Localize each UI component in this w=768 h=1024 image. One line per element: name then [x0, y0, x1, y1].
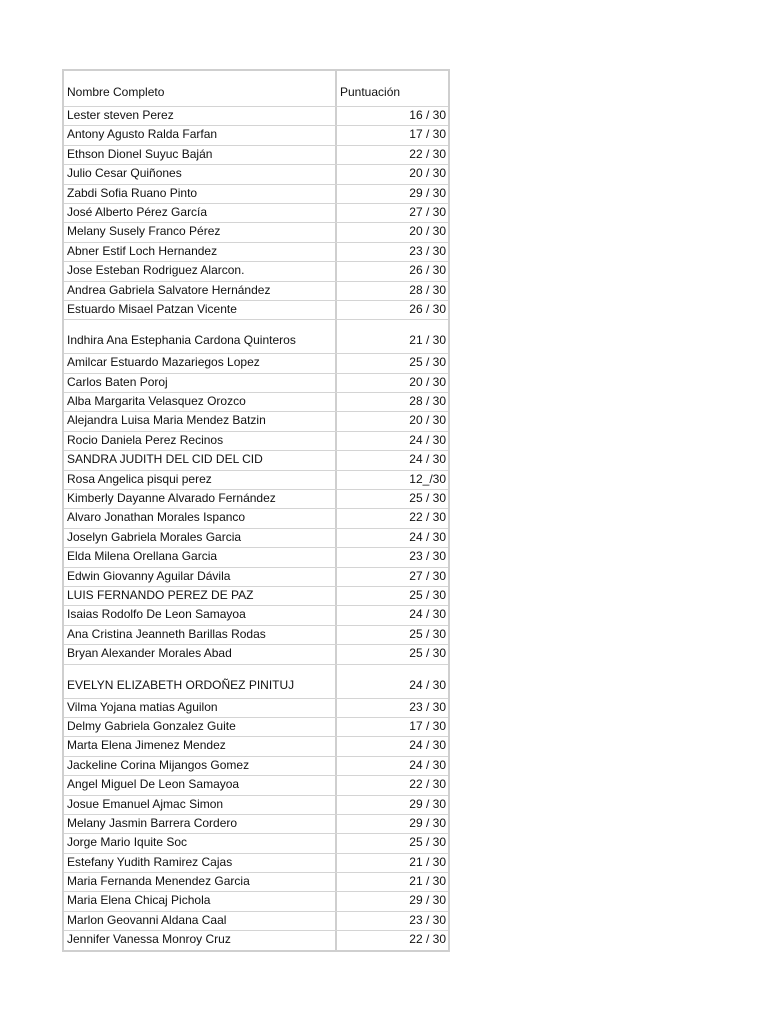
table-row — [64, 281, 448, 300]
table-row — [64, 508, 448, 527]
table-row — [64, 567, 448, 586]
student-score: 25 / 30 — [409, 646, 446, 661]
table-row — [64, 872, 448, 891]
student-score: 28 / 30 — [409, 394, 446, 409]
table-row — [64, 222, 448, 241]
student-score: 12_/30 — [409, 471, 446, 486]
scores-table — [62, 69, 450, 952]
table-row — [64, 261, 448, 280]
table-header — [64, 71, 448, 106]
student-name: Melany Susely Franco Pérez — [64, 223, 337, 241]
student-name: Ethson Dionel Suyuc Baján — [64, 146, 337, 164]
student-score: 29 / 30 — [409, 893, 446, 908]
student-score: 17 / 30 — [409, 718, 446, 733]
table-row — [64, 125, 448, 144]
table-row — [64, 795, 448, 814]
table-row — [64, 698, 448, 717]
student-score: 16 / 30 — [409, 108, 446, 122]
table-row — [64, 184, 448, 203]
student-name: Delmy Gabriela Gonzalez Guite — [64, 718, 337, 736]
table-row — [64, 300, 448, 319]
table-row — [64, 717, 448, 736]
student-score: 22 / 30 — [409, 777, 446, 792]
table-row — [64, 164, 448, 183]
student-score: 23 / 30 — [409, 912, 446, 927]
table-row — [64, 489, 448, 508]
student-score: 24 / 30 — [409, 529, 446, 544]
table-row — [64, 470, 448, 489]
student-score: 22 / 30 — [409, 932, 446, 947]
student-name: Ana Cristina Jeanneth Barillas Rodas — [64, 626, 337, 644]
student-name: Maria Elena Chicaj Pichola — [64, 892, 337, 910]
student-name: Maria Fernanda Menendez Garcia — [64, 873, 337, 891]
student-name: Elda Milena Orellana Garcia — [64, 548, 337, 566]
table-row — [64, 431, 448, 450]
student-name: Jose Esteban Rodriguez Alarcon. — [64, 262, 337, 280]
student-score: 24 / 30 — [409, 738, 446, 753]
student-score: 23 / 30 — [409, 699, 446, 714]
table-body — [64, 106, 448, 950]
student-score: 27 / 30 — [409, 568, 446, 583]
table-row — [64, 625, 448, 644]
student-name: Jennifer Vanessa Monroy Cruz — [64, 931, 337, 949]
student-name: Rosa Angelica pisqui perez — [64, 471, 337, 489]
student-score: 27 / 30 — [409, 204, 446, 219]
student-score: 26 / 30 — [409, 263, 446, 278]
student-score: 17 / 30 — [409, 127, 446, 142]
student-name: Amilcar Estuardo Mazariegos Lopez — [64, 354, 337, 372]
student-score: 29 / 30 — [409, 185, 446, 200]
table-row — [64, 106, 448, 125]
student-name: José Alberto Pérez García — [64, 204, 337, 222]
table-row — [64, 911, 448, 930]
student-name: Alba Margarita Velasquez Orozco — [64, 393, 337, 411]
student-name: Joselyn Gabriela Morales Garcia — [64, 529, 337, 547]
student-name: Jackeline Corina Mijangos Gomez — [64, 757, 337, 775]
student-score: 24 / 30 — [409, 677, 446, 692]
student-name: Alvaro Jonathan Morales Ispanco — [64, 509, 337, 527]
student-score: 21 / 30 — [409, 333, 446, 348]
student-score: 22 / 30 — [409, 510, 446, 525]
student-name: Vilma Yojana matias Aguilon — [64, 699, 337, 717]
table-row — [64, 411, 448, 430]
student-score: 23 / 30 — [409, 549, 446, 564]
student-score: 25 / 30 — [409, 355, 446, 370]
table-row — [64, 891, 448, 910]
student-name: Carlos Baten Poroj — [64, 374, 337, 392]
student-name: Bryan Alexander Morales Abad — [64, 645, 337, 663]
student-name: Isaias Rodolfo De Leon Samayoa — [64, 606, 337, 624]
table-row — [64, 242, 448, 261]
table-row — [64, 203, 448, 222]
student-score: 25 / 30 — [409, 835, 446, 850]
student-name: Josue Emanuel Ajmac Simon — [64, 796, 337, 814]
student-name: LUIS FERNANDO PEREZ DE PAZ — [64, 587, 337, 605]
student-score: 20 / 30 — [409, 166, 446, 181]
student-score: 20 / 30 — [409, 413, 446, 428]
table-row — [64, 528, 448, 547]
student-score: 25 / 30 — [409, 626, 446, 641]
student-name: Antony Agusto Ralda Farfan — [64, 126, 337, 144]
student-score: 24 / 30 — [409, 432, 446, 447]
student-score: 29 / 30 — [409, 796, 446, 811]
student-score: 28 / 30 — [409, 282, 446, 297]
student-name: Melany Jasmin Barrera Cordero — [64, 815, 337, 833]
student-score: 25 / 30 — [409, 587, 446, 602]
student-score: 21 / 30 — [409, 874, 446, 889]
table-row — [64, 756, 448, 775]
student-name: Alejandra Luisa Maria Mendez Batzin — [64, 412, 337, 430]
student-name: Indhira Ana Estephania Cardona Quinteros — [64, 320, 337, 353]
table-row — [64, 775, 448, 794]
table-row — [64, 392, 448, 411]
student-name: Estuardo Misael Patzan Vicente — [64, 301, 337, 319]
student-name: Angel Miguel De Leon Samayoa — [64, 776, 337, 794]
table-row — [64, 833, 448, 852]
student-score: 26 / 30 — [409, 301, 446, 316]
student-name: Rocio Daniela Perez Recinos — [64, 432, 337, 450]
student-name: Marlon Geovanni Aldana Caal — [64, 912, 337, 930]
table-row — [64, 450, 448, 469]
student-score: 25 / 30 — [409, 491, 446, 506]
student-score: 22 / 30 — [409, 146, 446, 161]
student-score: 24 / 30 — [409, 607, 446, 622]
student-name: Estefany Yudith Ramirez Cajas — [64, 854, 337, 872]
student-name: Jorge Mario Iquite Soc — [64, 834, 337, 852]
student-score: 24 / 30 — [409, 452, 446, 467]
student-score: 23 / 30 — [409, 243, 446, 258]
student-score: 20 / 30 — [409, 374, 446, 389]
table-row — [64, 664, 448, 698]
table-row — [64, 373, 448, 392]
student-name: Julio Cesar Quiñones — [64, 165, 337, 183]
student-score: 29 / 30 — [409, 815, 446, 830]
student-score: 21 / 30 — [409, 854, 446, 869]
student-name: SANDRA JUDITH DEL CID DEL CID — [64, 451, 337, 469]
table-row — [64, 814, 448, 833]
table-row — [64, 319, 448, 353]
header-score: Puntuación — [340, 85, 401, 99]
student-name: EVELYN ELIZABETH ORDOÑEZ PINITUJ — [64, 665, 337, 698]
student-name: Abner Estif Loch Hernandez — [64, 243, 337, 261]
student-name: Zabdi Sofia Ruano Pinto — [64, 185, 337, 203]
table-row — [64, 605, 448, 624]
table-row — [64, 853, 448, 872]
student-score: 24 / 30 — [409, 757, 446, 772]
student-name: Kimberly Dayanne Alvarado Fernández — [64, 490, 337, 508]
student-name: Edwin Giovanny Aguilar Dávila — [64, 568, 337, 586]
table-row — [64, 145, 448, 164]
student-name: Andrea Gabriela Salvatore Hernández — [64, 282, 337, 300]
table-row — [64, 930, 448, 949]
table-row — [64, 644, 448, 663]
student-name: Lester steven Perez — [64, 107, 337, 125]
table-row — [64, 586, 448, 605]
table-row — [64, 547, 448, 566]
student-name: Marta Elena Jimenez Mendez — [64, 737, 337, 755]
student-score: 20 / 30 — [409, 224, 446, 239]
table-row — [64, 736, 448, 755]
table-row — [64, 353, 448, 372]
header-name: Nombre Completo — [64, 71, 337, 106]
